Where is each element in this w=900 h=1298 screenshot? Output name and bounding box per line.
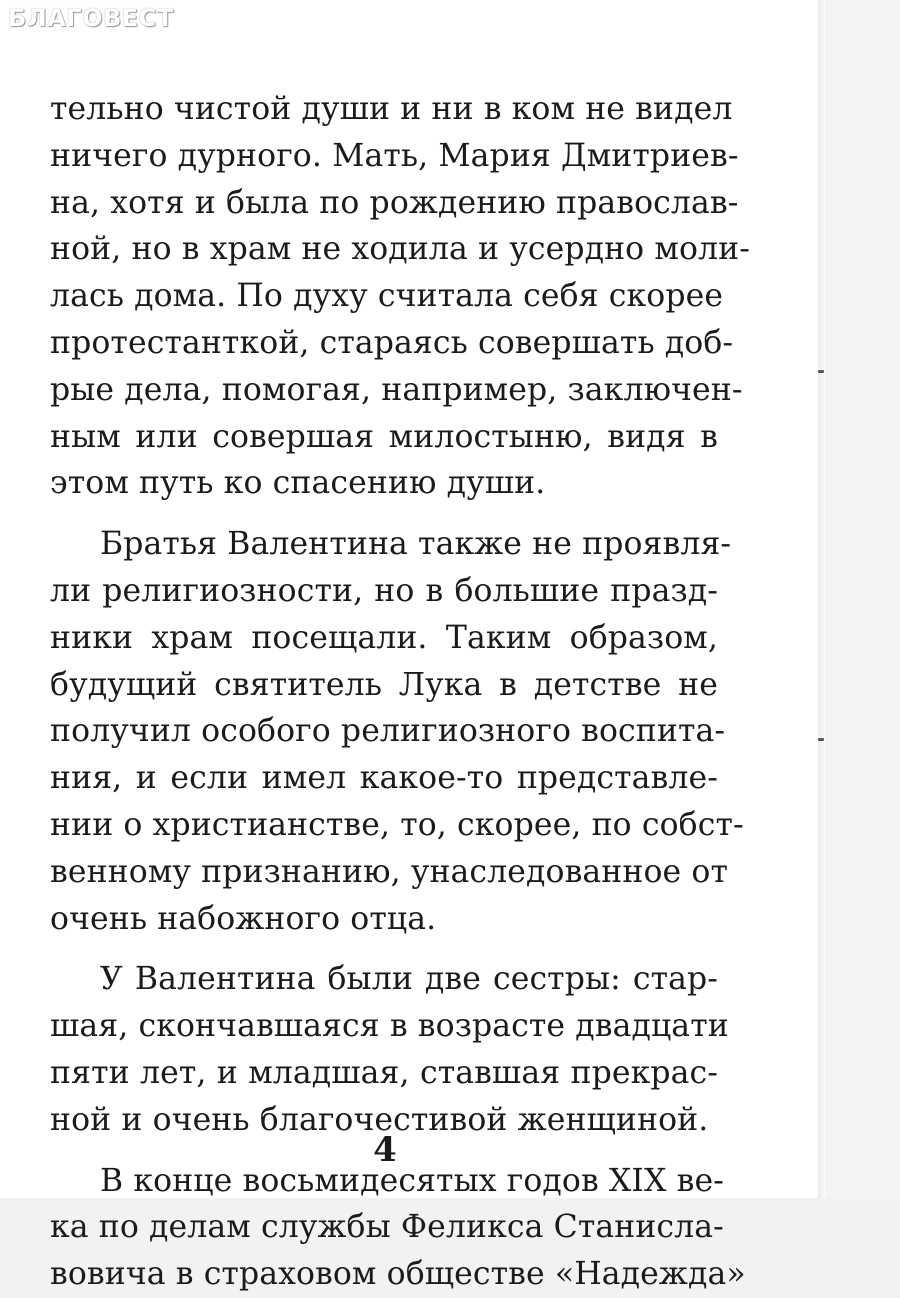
- text-line: протестанткой, стараясь совершать доб-: [50, 324, 734, 361]
- text-line: ния, и если имел какое-то представле-: [50, 760, 718, 797]
- text-line: рые дела, помогая, например, заключен-: [50, 371, 743, 408]
- text-line: нии о христианстве, то, скорее, по собст-: [50, 806, 744, 843]
- watermark-logo: БЛАГОВЕСТ: [8, 4, 174, 32]
- text-line: ным или совершая милостыню, видя в: [50, 418, 718, 455]
- text-line: У Валентина были две сестры: стар-: [100, 961, 718, 998]
- adjacent-page-edge: [828, 0, 900, 1198]
- text-line: на, хотя и была по рождению православ-: [50, 184, 739, 221]
- text-line: получил особого религиозного воспита-: [50, 713, 726, 750]
- text-line: ники храм посещали. Таким образом,: [50, 619, 718, 656]
- text-line: ной, но в храм не ходила и усердно моли-: [50, 231, 750, 268]
- paragraph: [50, 1158, 746, 1298]
- text-line: ничего дурного. Мать, Мария Дмитриев-: [50, 137, 739, 174]
- page-number: 4: [373, 1130, 397, 1170]
- text-line: В конце восьмидесятых годов XIX ве-: [100, 1162, 724, 1199]
- text-line: очень набожного отца.: [50, 900, 437, 937]
- text-line: шая, скончавшаяся в возрасте двадцати: [50, 1008, 729, 1045]
- text-line: Братья Валентина также не проявля-: [100, 526, 732, 563]
- paragraph: [50, 521, 744, 942]
- page-edge-mark: [818, 370, 824, 373]
- text-line: ли религиозности, но в большие празд-: [50, 572, 718, 609]
- page-edge-mark: [818, 738, 824, 741]
- body-text: [50, 86, 750, 1298]
- text-line: тельно чистой души и ни в ком не видел: [50, 91, 733, 127]
- text-line: ка по делам службы Феликса Станисла-: [50, 1209, 724, 1246]
- text-line: ной и очень благочестивой женщиной.: [50, 1101, 709, 1138]
- text-line: этом путь ко спасению души.: [50, 465, 546, 502]
- text-line: лась дома. По духу считала себя скорее: [50, 278, 724, 315]
- paragraph: [50, 86, 750, 507]
- page-edge-shadow: [818, 0, 828, 1198]
- text-line: венному признанию, унаследованное от: [50, 853, 729, 890]
- text-line: вовича в страховом обществе «Надежда»: [50, 1256, 746, 1293]
- paragraph: [50, 956, 729, 1143]
- text-line: будущий святитель Лука в детстве не: [50, 666, 718, 703]
- text-line: пяти лет, и младшая, ставшая прекрас-: [50, 1054, 718, 1091]
